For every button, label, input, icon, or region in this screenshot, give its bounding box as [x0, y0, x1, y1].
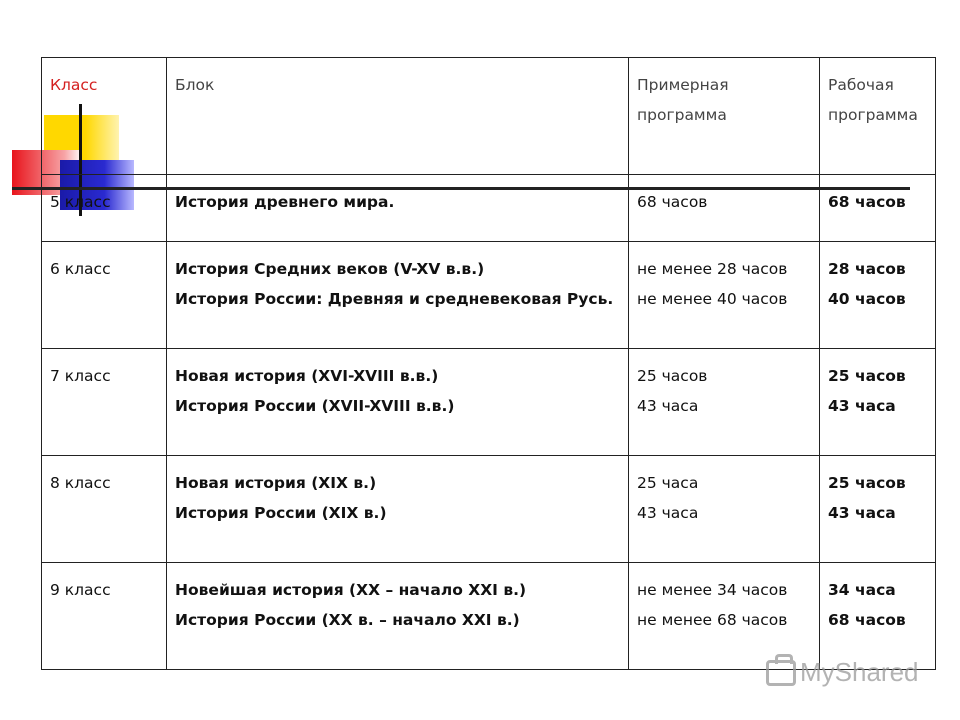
- working-hours-line: 25 часов: [828, 474, 906, 492]
- sample-hours-line: 43 часа: [637, 397, 699, 415]
- grade-cell: 5 класс: [42, 175, 167, 242]
- sample-hours-line: не менее 28 часов: [637, 260, 788, 278]
- block-line: История России (XIX в.): [175, 504, 387, 522]
- working-hours-cell: [820, 349, 936, 456]
- block-line: История России (XVII-XVIII в.в.): [175, 397, 455, 415]
- table-header-row: [42, 58, 936, 175]
- header-grade: Класс: [42, 58, 167, 175]
- block-line: История Средних веков (V-XV в.в.): [175, 260, 485, 278]
- block-cell: [167, 349, 629, 456]
- working-hours-cell: [820, 563, 936, 670]
- working-hours-line: 40 часов: [828, 290, 906, 308]
- header-sample-program: Примерная программа: [629, 58, 820, 175]
- watermark-text: MyShared: [800, 657, 919, 687]
- sample-hours-cell: [629, 175, 820, 242]
- header-block: Блок: [167, 58, 629, 175]
- block-line: История России (XX в. – начало XXI в.): [175, 611, 520, 629]
- sample-hours-cell: [629, 563, 820, 670]
- grade-cell: 9 класс: [42, 563, 167, 670]
- decor-horizontal-line: [12, 187, 910, 190]
- block-cell: [167, 242, 629, 349]
- grade-cell: 6 класс: [42, 242, 167, 349]
- block-line: Новейшая история (XX – начало XXI в.): [175, 581, 527, 599]
- working-hours-line: 43 часа: [828, 504, 896, 522]
- working-hours-cell: [820, 242, 936, 349]
- history-program-table: [41, 57, 936, 670]
- sample-hours-line: не менее 68 часов: [637, 611, 788, 629]
- working-hours-line: 34 часа: [828, 581, 896, 599]
- block-cell: [167, 456, 629, 563]
- block-cell: [167, 563, 629, 670]
- sample-hours-cell: [629, 456, 820, 563]
- grade-cell: 7 класс: [42, 349, 167, 456]
- sample-hours-line: 43 часа: [637, 504, 699, 522]
- working-hours-line: 25 часов: [828, 367, 906, 385]
- sample-hours-cell: [629, 242, 820, 349]
- working-hours-line: 28 часов: [828, 260, 906, 278]
- header-working-program: Рабочая программа: [820, 58, 936, 175]
- table-row: [42, 563, 936, 670]
- block-cell: [167, 175, 629, 242]
- sample-hours-line: не менее 40 часов: [637, 290, 788, 308]
- working-hours-cell: [820, 175, 936, 242]
- working-hours-cell: [820, 456, 936, 563]
- presentation-board-icon: [766, 660, 796, 686]
- sample-hours-line: 25 часов: [637, 367, 708, 385]
- working-hours-line: 68 часов: [828, 611, 906, 629]
- block-line: История России: Древняя и средневековая Русь.: [175, 290, 614, 308]
- table-row: [42, 242, 936, 349]
- working-hours-line: 43 часа: [828, 397, 896, 415]
- sample-hours-line: 25 часа: [637, 474, 699, 492]
- table-row: [42, 349, 936, 456]
- block-line: История древнего мира.: [175, 193, 395, 211]
- block-line: Новая история (XVI-XVIII в.в.): [175, 367, 439, 385]
- working-hours-line: 68 часов: [828, 193, 906, 211]
- sample-hours-line: 68 часов: [637, 193, 708, 211]
- sample-hours-cell: [629, 349, 820, 456]
- block-line: Новая история (XIX в.): [175, 474, 377, 492]
- sample-hours-line: не менее 34 часов: [637, 581, 788, 599]
- table-row: [42, 456, 936, 563]
- watermark-logo: [766, 657, 919, 688]
- table-row: [42, 175, 936, 242]
- grade-cell: 8 класс: [42, 456, 167, 563]
